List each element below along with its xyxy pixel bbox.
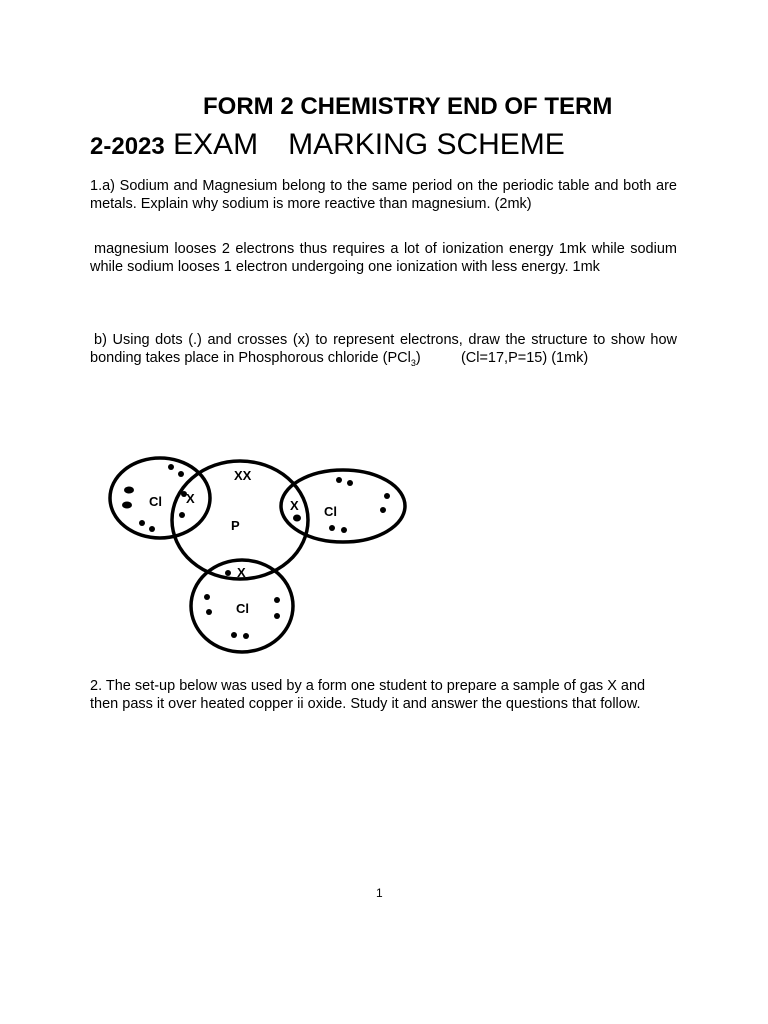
question-1b [90, 331, 677, 372]
answer-1a: magnesium looses 2 electrons thus requires a lot of ionization energy 1mk while sodium while sodium looses 1 electron undergoing one ionization with less energy. 1mk [90, 241, 677, 275]
question-1b-tail: ) (Cl=17,P=15) (1mk) [415, 350, 589, 366]
cl-bottom-label: Cl [236, 601, 249, 616]
marking-scheme-label: MARKING SCHEME [288, 128, 565, 161]
exam-title-line2 [90, 128, 565, 162]
cross-left: X [186, 491, 195, 506]
lone-pair-crosses: XX [234, 468, 252, 483]
page-number: 1 [376, 886, 383, 900]
question-1b-text: b) Using dots (.) and crosses (x) to represent electrons, draw the structure to show how bonding takes place in Phosphorous chloride (PCl [90, 332, 677, 366]
exam-title-line1: FORM 2 CHEMISTRY END OF TERM [203, 93, 613, 120]
cross-right: X [290, 498, 299, 513]
pcl3-bonding-diagram [100, 450, 420, 660]
exam-word: EXAM [173, 128, 259, 161]
question-2: 2. The set-up below was used by a form one student to prepare a sample of gas X and then pass it over heated copper ii oxide. Study it and answer the questions that follow. [90, 678, 646, 712]
question-1b-subscript: 3 [410, 357, 416, 368]
cl-left-label: Cl [149, 494, 162, 509]
exam-year: 2-2023 [90, 133, 165, 160]
p-label: P [231, 518, 240, 533]
cl-right-label: Cl [324, 504, 337, 519]
cross-bottom: X [237, 565, 246, 580]
question-1a: 1.a) Sodium and Magnesium belong to the same period on the periodic table and both are metals. Explain why sodium is more reactive than magnesium. (2mk) [90, 178, 677, 212]
